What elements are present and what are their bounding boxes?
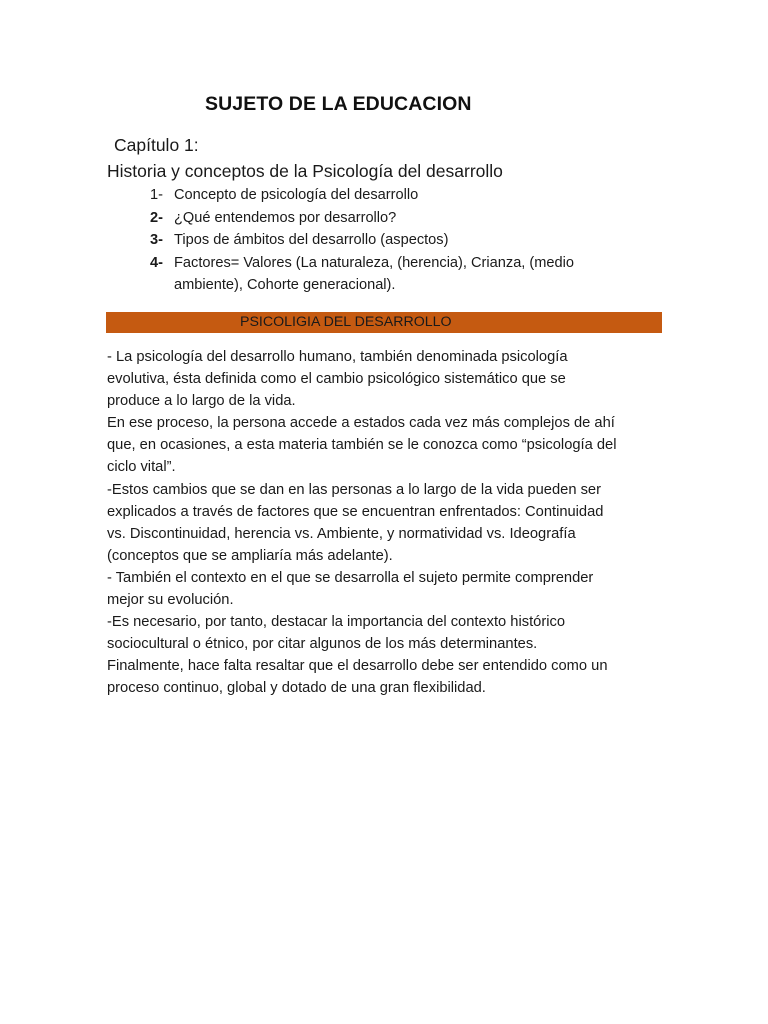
- body-line: sociocultural o étnico, por citar algunos de los más determinantes.: [107, 636, 538, 653]
- outline-item-text: ¿Qué entendemos por desarrollo?: [174, 209, 397, 226]
- outline-item-text: Factores= Valores (La naturaleza, (herencia), Crianza, (medio: [174, 254, 575, 271]
- body-line: explicados a través de factores que se encuentran enfrentados: Continuidad: [107, 503, 604, 520]
- outline-item: [150, 207, 670, 230]
- section-heading: PSICOLIGIA DEL DESARROLLO: [240, 314, 452, 330]
- chapter-label: Capítulo 1:: [114, 135, 199, 155]
- outline-item-text: Tipos de ámbitos del desarrollo (aspectos): [174, 232, 449, 249]
- outline-item: [150, 184, 670, 207]
- outline-item-text: ambiente), Cohorte generacional).: [174, 277, 396, 294]
- body-line: -Es necesario, por tanto, destacar la importancia del contexto histórico: [107, 614, 565, 631]
- chapter-outline: [150, 184, 670, 297]
- outline-item-number: 1-: [150, 187, 163, 203]
- body-line: Finalmente, hace falta resaltar que el desarrollo debe ser entendido como un: [107, 658, 608, 675]
- body-line: -Estos cambios que se dan en las personas a lo largo de la vida pueden ser: [107, 481, 601, 498]
- section-heading-bar: [106, 312, 662, 333]
- body-line: ciclo vital”.: [107, 459, 176, 476]
- outline-item-number: 2-: [150, 209, 163, 226]
- body-line: proceso continuo, global y dotado de una gran flexibilidad.: [107, 680, 486, 697]
- body-line: produce a lo largo de la vida.: [107, 393, 296, 410]
- body-line: - La psicología del desarrollo humano, también denominada psicología: [107, 349, 568, 365]
- body-line: que, en ocasiones, a esta materia también se le conozca como “psicología del: [107, 437, 617, 454]
- body-line: vs. Discontinuidad, herencia vs. Ambiente, y normatividad vs. Ideografía: [107, 525, 576, 542]
- body-line: mejor su evolución.: [107, 592, 234, 609]
- document-title: SUJETO DE LA EDUCACION: [205, 93, 472, 115]
- outline-item-number: 4-: [150, 254, 163, 271]
- body-line: evolutiva, ésta definida como el cambio psicológico sistemático que se: [107, 371, 566, 388]
- outline-item: [150, 229, 670, 252]
- chapter-title: Historia y conceptos de la Psicología del desarrollo: [107, 161, 503, 181]
- outline-item-text: Concepto de psicología del desarrollo: [174, 187, 419, 203]
- outline-item: [150, 252, 670, 275]
- body-line: (conceptos que se ampliaría más adelante).: [107, 547, 393, 564]
- body-line: - También el contexto en el que se desarrolla el sujeto permite comprender: [107, 569, 594, 586]
- outline-item-continuation: [150, 274, 670, 297]
- outline-item-number: 3-: [150, 232, 163, 249]
- body-line: En ese proceso, la persona accede a estados cada vez más complejos de ahí: [107, 415, 615, 432]
- section-body: [107, 346, 667, 700]
